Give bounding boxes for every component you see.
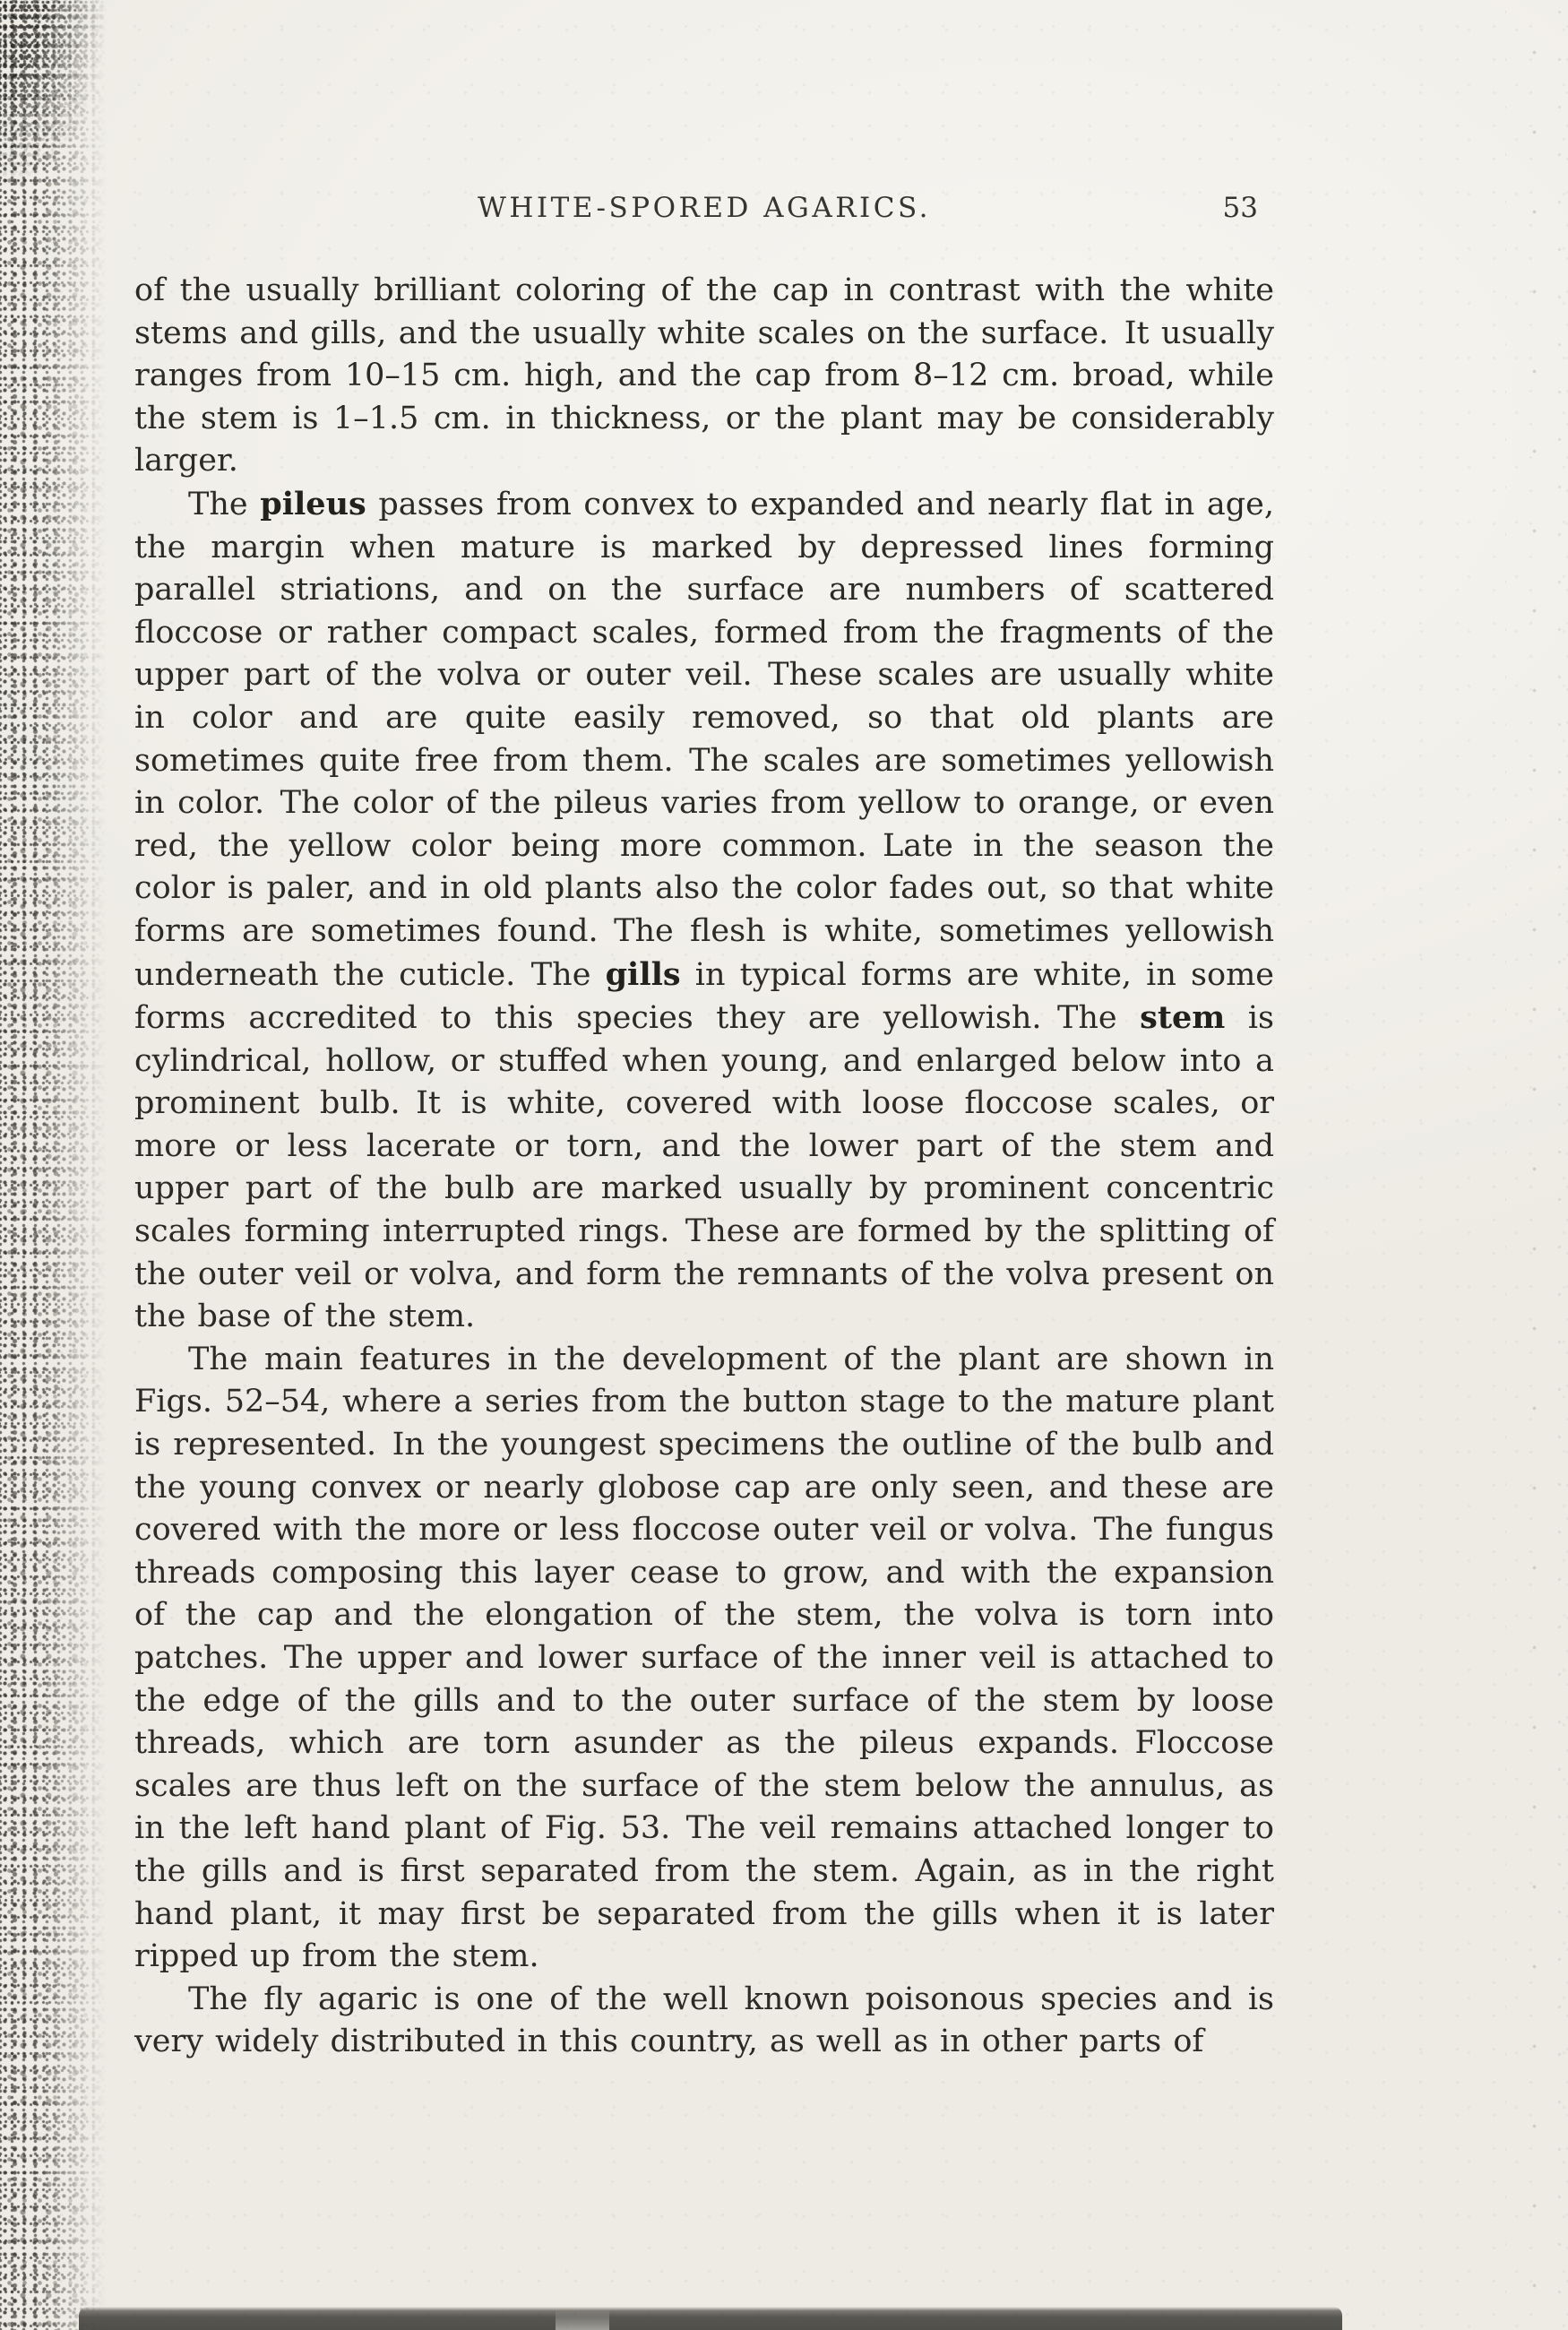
text-run: in typical forms are white, in some forms accredited to this species they are yellowish. The [134,956,1274,1037]
paragraph [134,483,1274,1339]
text-run: passes from convex to expanded and nearly flat in age, the margin when mature is marked by depressed lines forming parallel striations, and on the surface are numbers of scattered floccose or rather compact scales, formed from the fragments of the upper part of the volva or outer veil. These scales are usually white in color and are quite easily removed, so that old plants are sometimes quite free from them. The scales are sometimes yellowish in color. The color of the pileus varies from yellow to orange, or even red, the yellow color being more common. Late in the season the color is paler, and in old plants also the color fades out, so that white forms are sometimes found. The flesh is white, sometimes yellowish underneath the cuticle. The [134,486,1274,993]
text-block [134,270,1274,2064]
text-run: is cylindrical, hollow, or stuffed when young, and enlarged below into a prominent bulb. It is white, covered with loose floccose scales, or more or less lacerate or torn, and the lower part of the stem and upper part of the bulb are marked usually by prominent concentric scales forming interrupted rings. These are formed by the splitting of the outer veil or volva, and form the remnants of the volva present on the base of the stem. [134,1000,1274,1335]
running-header-title: WHITE-SPORED AGARICS. [477,192,932,224]
page-number: 53 [1222,192,1258,224]
scan-noise-top-left-corner [0,0,143,251]
scan-artifact-bottom-gap [556,2307,609,2330]
paragraph [134,1339,1274,1979]
running-header [134,192,1274,237]
scan-noise-right-edge [1505,0,1568,2330]
bold-term: pileus [260,485,366,522]
scan-artifact-bottom-strip [79,2307,1342,2330]
paragraph [134,1979,1274,2064]
text-run: The fly agaric is one of the well known poisonous species and is very widely distributed in this country, as well as in other parts of [134,1980,1274,2060]
bold-term: gills [605,955,681,993]
paragraph [134,270,1274,483]
scan-noise-left-edge [0,0,108,2330]
text-run: of the usually brilliant coloring of the cap in contrast with the white stems and gills, and the usually white scales on the surface. It usually ranges from 10–15 cm. high, and the cap from 8–12 cm. broad, while the stem is 1–1.5 cm. in thickness, or the plant may be considerably larger. [134,272,1274,479]
text-run: The [188,486,261,522]
bold-term: stem [1140,999,1226,1037]
text-run: The main features in the development of the plant are shown in Figs. 52–54, where a series from the button stage to the mature plant is represented. In the youngest specimens the outline of the bulb and the young convex or nearly globose cap are only seen, and these are covered with the more or less floccose outer veil or volva. The fungus threads composing this layer cease to grow, and with the expansion of the cap and the elongation of the stem, the volva is torn into patches. The upper and lower surface of the inner veil is attached to the edge of the gills and to the outer surface of the stem by loose threads, which are torn asunder as the pileus expands. Floccose scales are thus left on the surface of the stem below the annulus, as in the left hand plant of Fig. 53. The veil remains attached longer to the gills and is first separated from the stem. Again, as in the right hand plant, it may first be separated from the gills when it is later ripped up from the stem. [134,1341,1274,1975]
